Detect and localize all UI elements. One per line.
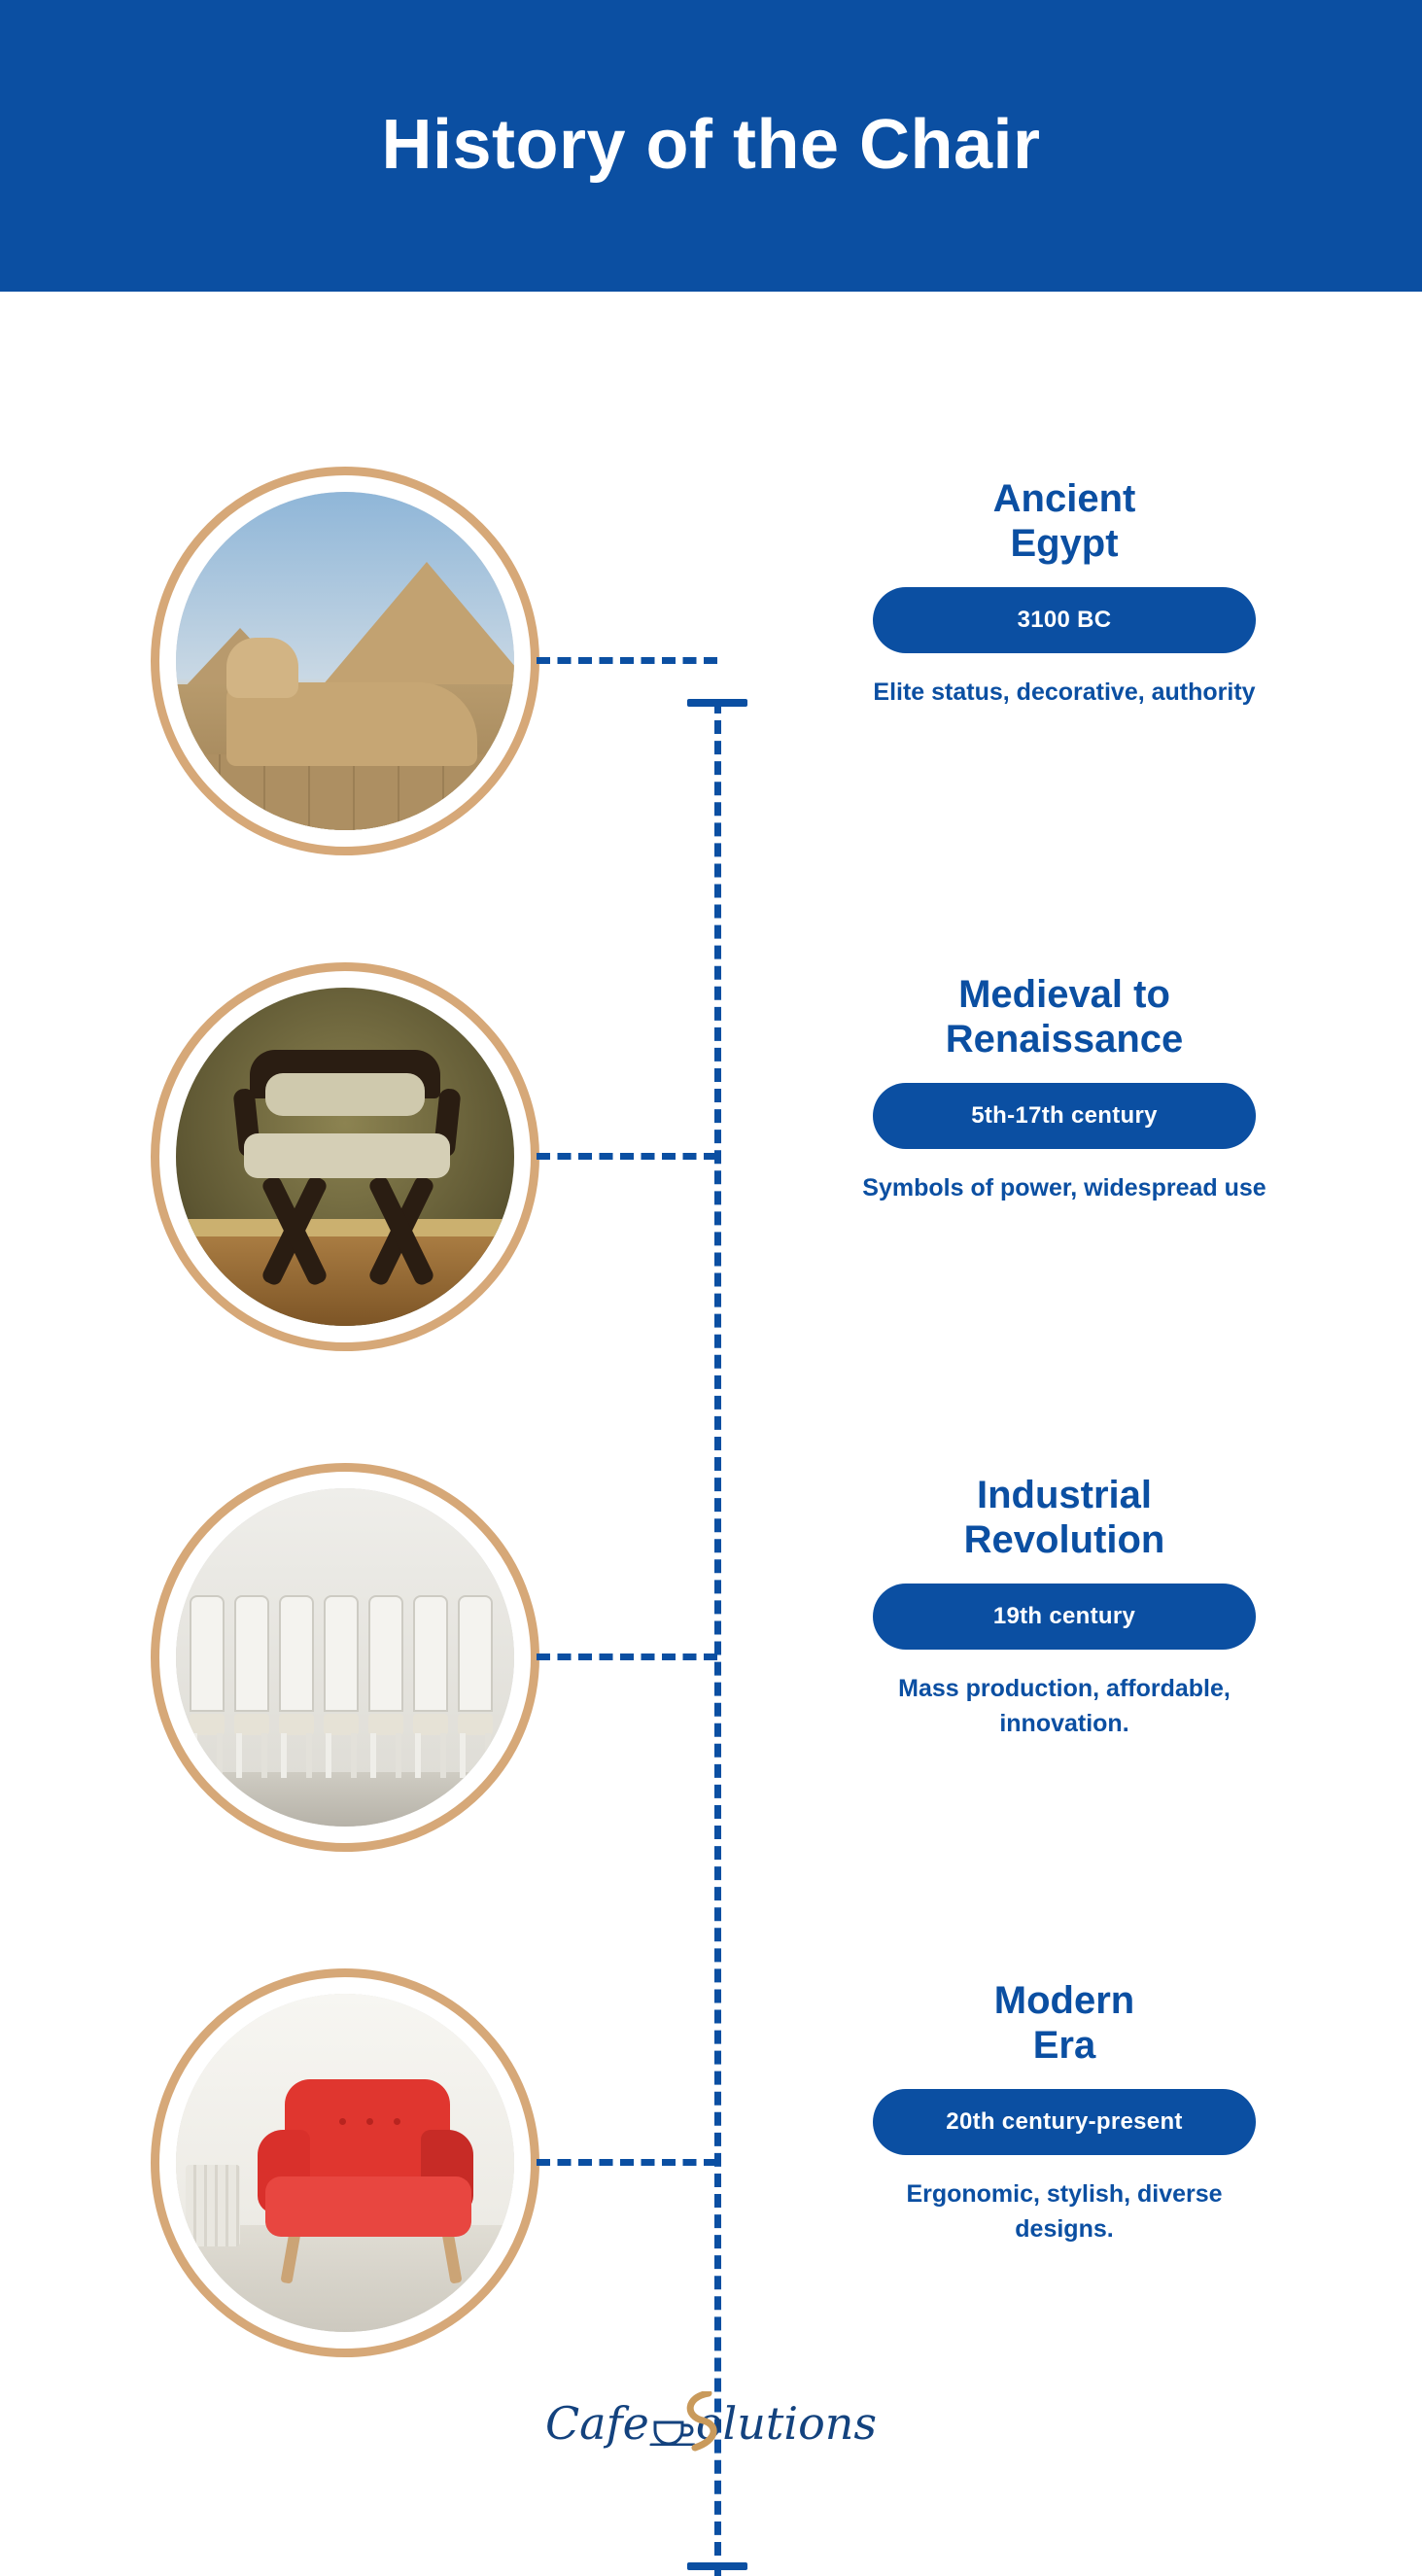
timeline-title-4	[855, 1978, 1273, 2068]
footer	[0, 2397, 1422, 2450]
timeline-description-3: Mass production, affordable, innovation.	[898, 1675, 1231, 1738]
timeline-title-2	[855, 972, 1273, 1062]
steam-swoosh-icon	[679, 2391, 724, 2452]
timeline-description-2: Symbols of power, widespread use	[862, 1174, 1266, 1201]
timeline-date-badge-2: 5th-17th century	[873, 1083, 1256, 1149]
logo-text-solutions: olutions	[695, 2397, 878, 2450]
white-chairs-illustration	[176, 1488, 514, 1827]
timeline-title-4-line1: Modern	[993, 1979, 1135, 2022]
timeline-description-1: Elite status, decorative, authority	[873, 679, 1256, 706]
timeline-spine-cap-bottom	[687, 2562, 747, 2570]
timeline-description-4: Ergonomic, stylish, diverse designs.	[906, 2180, 1223, 2244]
page-header	[0, 0, 1422, 292]
timeline-date-badge-4: 20th century-present	[873, 2089, 1256, 2155]
timeline-title-3-line2: Revolution	[963, 1518, 1165, 1561]
timeline-date-badge-3: 19th century	[873, 1584, 1256, 1650]
timeline-title-1-line1: Ancient	[992, 477, 1136, 520]
timeline-item-industrial-revolution	[0, 1463, 1422, 1871]
timeline-info-medieval-renaissance	[855, 972, 1273, 1205]
timeline-image-medieval-renaissance	[151, 962, 539, 1351]
timeline-connector-1	[537, 657, 717, 664]
timeline-image-ancient-egypt	[151, 467, 539, 855]
page-title: History of the Chair	[381, 106, 1041, 185]
timeline-title-2-line2: Renaissance	[945, 1018, 1184, 1061]
timeline-image-modern-era	[151, 1968, 539, 2357]
timeline-title-1	[855, 476, 1273, 566]
timeline-info-modern-era	[855, 1978, 1273, 2247]
timeline-item-modern-era	[0, 1968, 1422, 2377]
timeline-connector-2	[537, 1153, 717, 1160]
timeline-item-ancient-egypt	[0, 467, 1422, 875]
timeline-title-2-line1: Medieval to	[958, 973, 1170, 1016]
timeline-title-3-line1: Industrial	[976, 1474, 1153, 1516]
timeline-image-industrial-revolution	[151, 1463, 539, 1852]
timeline-title-3	[855, 1473, 1273, 1562]
timeline-title-1-line2: Egypt	[1010, 522, 1119, 565]
timeline-title-4-line2: Era	[1032, 2024, 1096, 2067]
timeline	[0, 292, 1422, 2314]
timeline-info-industrial-revolution	[855, 1473, 1273, 1742]
timeline-date-badge-1: 3100 BC	[873, 587, 1256, 653]
logo-text-cafe: Cafe	[544, 2397, 649, 2450]
timeline-connector-3	[537, 1654, 717, 1660]
red-armchair-illustration	[176, 1994, 514, 2332]
sphinx-pyramid-illustration	[176, 492, 514, 830]
timeline-item-medieval-renaissance	[0, 962, 1422, 1371]
timeline-connector-4	[537, 2159, 717, 2166]
curule-chair-illustration	[176, 988, 514, 1326]
timeline-info-ancient-egypt	[855, 476, 1273, 710]
brand-logo	[545, 2397, 877, 2450]
